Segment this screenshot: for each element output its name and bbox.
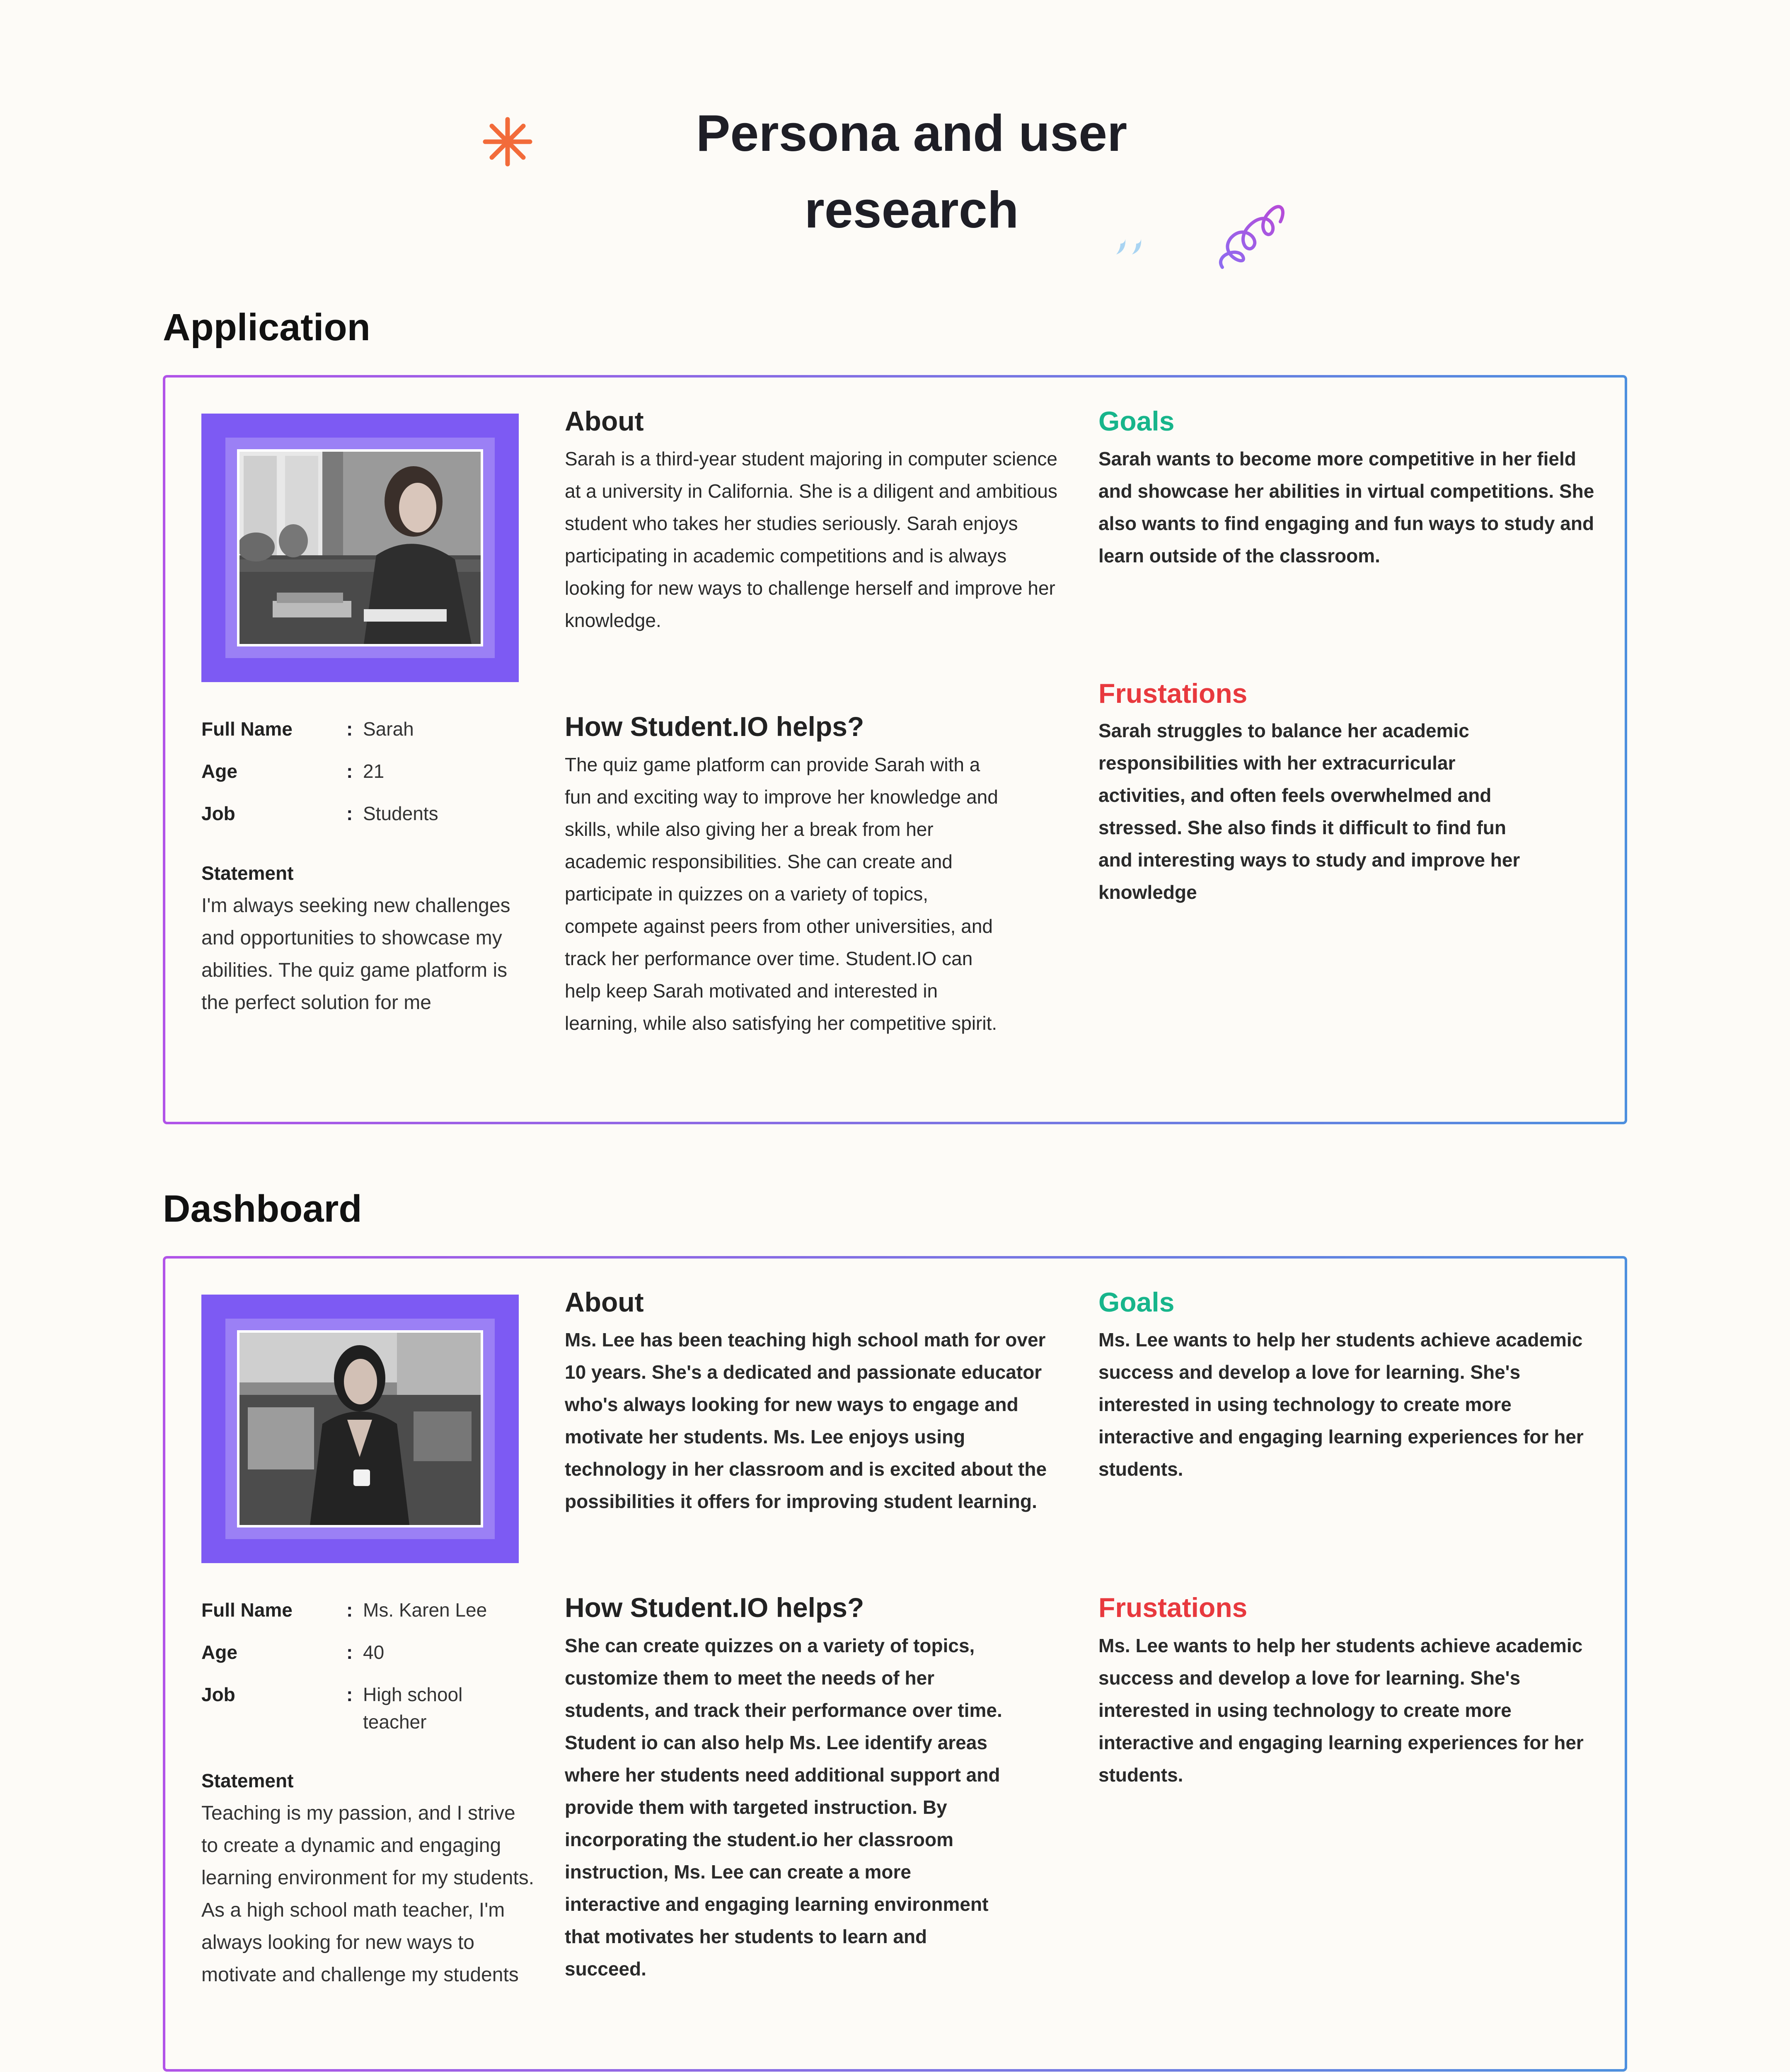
squiggle-icon: [1214, 184, 1297, 280]
frustrations-text: Sarah struggles to balance her academic responsibilities with her extracurricular activities, and often feels overwhelmed and stressed. She also finds it difficult to find fun and interesting ways to study and improve her knowledge: [1098, 720, 1520, 903]
page-title: [626, 95, 1197, 249]
job-value: Students: [363, 803, 438, 824]
section-title-application: Application: [163, 306, 370, 349]
persona-card-application: Full Name : Sarah Age : 21 Job : Students Statement I'm always seeking new challenges and opportunities to showcase my abilities. The quiz game platform is the perfect solution for me About Sarah is a third-year student majoring in computer science at a university in California. She is a diligent and ambitious student who takes her studies seriously. Sarah enjoys participating in academic competitions and is always looking for new ways to challenge herself and improve her knowledge. How Student.IO helps? The quiz game platform can provide Sarah with a fun and exciting way to improve her knowledge and skills, while also giving her a break from her academic responsibilities. She can create and participate in quizzes on a variety of topics, compete against peers from other universities, and track her performance over time. Student.IO can help keep Sarah motivated and interested in learning, while also satisfying her competitive spirit. Goals Sarah wants to become more competitive in her field and showcase her abilities in virtual competitions. She also wants to find engaging and fun ways to study and learn outside of the classroom. Frustations Sarah struggles to balance her academic responsibilities with her extracurricular activities, and often feels overwhelmed and stressed. She also finds it difficult to find fun and interesting ways to study and improve her knowledge: [163, 375, 1627, 1124]
age-label: Age: [201, 760, 237, 782]
persona-photo-frame: [201, 1295, 519, 1563]
persona-card-dashboard: Full Name : Ms. Karen Lee Age : 40 Job : High school teacher Statement Teaching is my passion, and I strive to create a dynamic and engaging learning environment for my students. As a high school math teacher, I'm always looking for new ways to motivate and challenge my students About Ms. Lee has been teaching high school math for over 10 years. She's a dedicated and passionate educator who's always looking for new ways to engage and motivate her students. Ms. Lee enjoys using technology in her classroom and is excited about the possibilities it offers for improving student learning. How Student.IO helps? She can create quizzes on a variety of topics, customize them to meet the needs of her students, and track their performance over time. Student io can also help Ms. Lee identify areas where her students need additional support and provide them with targeted instruction. By incorporating the student.io her classroom instruction, Ms. Lee can create a more interactive and engaging learning environment that motivates her students to learn and succeed. Goals Ms. Lee wants to help her students achieve academic success and develop a love for learning. She's interested in using technology to create more interactive and engaging learning experiences for her students. Frustations Ms. Lee wants to help her students achieve academic success and develop a love for learning. She's interested in using technology to create more interactive and engaging learning experiences for her students.: [163, 1256, 1627, 2072]
page-title-line2: research: [804, 182, 1019, 239]
quote-icon: [1115, 232, 1148, 257]
job-label: Job: [201, 803, 235, 824]
full-name-label: Full Name: [201, 1599, 293, 1621]
helps-heading: How Student.IO helps?: [565, 1592, 864, 1623]
page-title-line1: Persona and user: [696, 105, 1127, 162]
goals-text: Ms. Lee wants to help her students achieve academic success and develop a love for learning. She's interested in using technology to create more interactive and engaging learning experiences for her students.: [1098, 1329, 1584, 1480]
statement-label: Statement: [201, 862, 294, 884]
full-name-label: Full Name: [201, 718, 293, 740]
age-value: 40: [363, 1641, 385, 1663]
frustrations-heading: Frustations: [1098, 678, 1248, 709]
helps-heading: How Student.IO helps?: [565, 711, 864, 742]
job-value: High school teacher: [363, 1684, 463, 1733]
job-label: Job: [201, 1684, 235, 1705]
star-icon: [483, 117, 532, 167]
frustrations-heading: Frustations: [1098, 1592, 1248, 1623]
helps-text: She can create quizzes on a variety of topics, customize them to meet the needs of her students, and track their performance over time. Student io can also help Ms. Lee identify areas where her students need additional support and provide them with targeted instruction. By incorporating the student.io her classroom instruction, Ms. Lee can create a more interactive and engaging learning environment that motivates her students to learn and succeed.: [565, 1635, 1002, 1980]
frustrations-text: Ms. Lee wants to help her students achieve academic success and develop a love for learning. She's interested in using technology to create more interactive and engaging learning experiences for her students.: [1098, 1635, 1584, 1786]
persona-photo: [237, 449, 483, 646]
persona-photo: [237, 1330, 483, 1527]
statement-text: Teaching is my passion, and I strive to create a dynamic and engaging learning environment for my students. As a high school math teacher, I'm always looking for new ways to motivate and challenge my students: [201, 1802, 535, 1986]
goals-heading: Goals: [1098, 1287, 1175, 1317]
about-text: Sarah is a third-year student majoring in computer science at a university in California. She is a diligent and ambitious student who takes her studies seriously. Sarah enjoys participating in academic competitions and is always looking for new ways to challenge herself and improve her knowledge.: [565, 448, 1057, 631]
age-value: 21: [363, 760, 385, 782]
statement-label: Statement: [201, 1770, 294, 1791]
age-label: Age: [201, 1641, 237, 1663]
section-title-dashboard: Dashboard: [163, 1188, 362, 1230]
goals-heading: Goals: [1098, 406, 1175, 436]
about-heading: About: [565, 1287, 644, 1317]
goals-text: Sarah wants to become more competitive in her field and showcase her abilities in virtual competitions. She also wants to find engaging and fun ways to study and learn outside of the classroom.: [1098, 448, 1594, 566]
full-name-value: Sarah: [363, 718, 414, 740]
helps-text: The quiz game platform can provide Sarah with a fun and exciting way to improve her knowledge and skills, while also giving her a break from her academic responsibilities. She can create and participate in quizzes on a variety of topics, compete against peers from other universities, and track her performance over time. Student.IO can help keep Sarah motivated and interested in learning, while also satisfying her competitive spirit.: [565, 754, 998, 1034]
persona-photo-frame: [201, 414, 519, 682]
about-heading: About: [565, 406, 644, 436]
full-name-value: Ms. Karen Lee: [363, 1599, 487, 1621]
about-text: Ms. Lee has been teaching high school math for over 10 years. She's a dedicated and passionate educator who's always looking for new ways to engage and motivate her students. Ms. Lee enjoys using technology in her classroom and is excited about the possibilities it offers for improving student learning.: [565, 1329, 1047, 1512]
statement-text: I'm always seeking new challenges and opportunities to showcase my abilities. The quiz game platform is the perfect solution for me: [201, 895, 510, 1014]
